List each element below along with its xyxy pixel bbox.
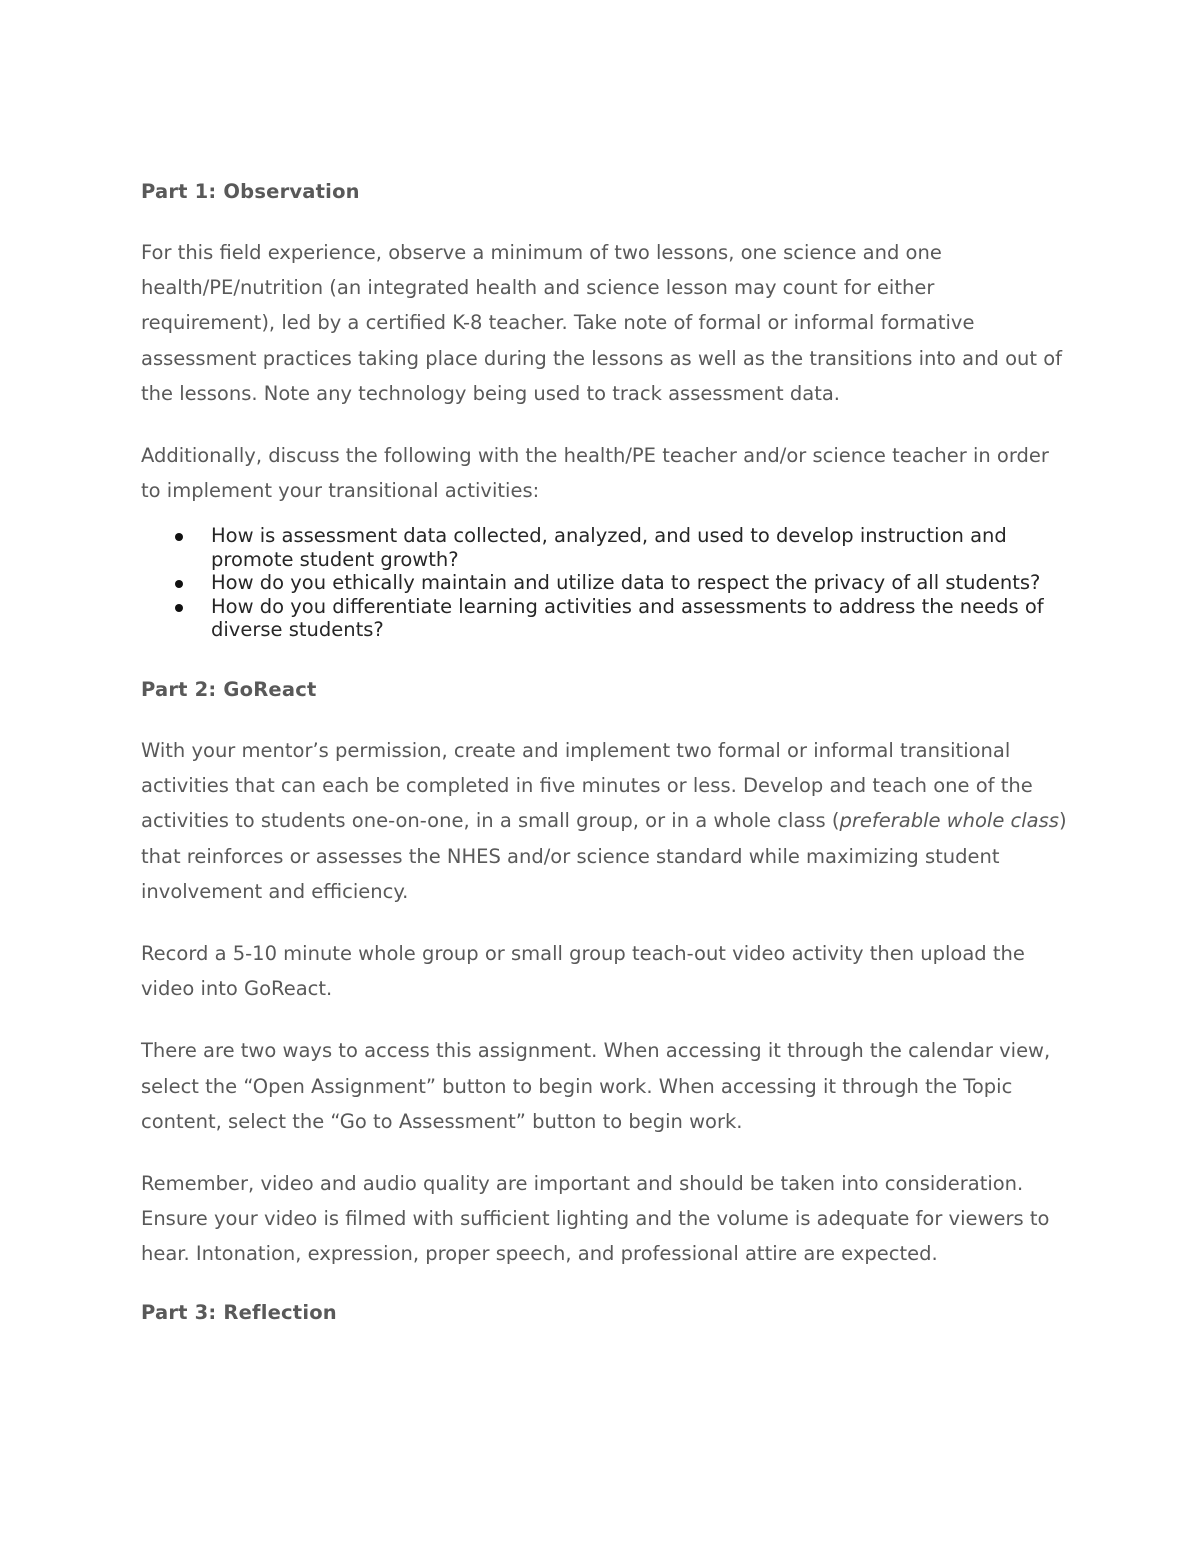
bullet-icon (175, 604, 183, 612)
part1-heading: Part 1: Observation (141, 180, 360, 203)
part1-paragraph-discussion: Additionally, discuss the following with the health/PE teacher and/or science teacher in order to implement your transitional activities: (141, 444, 1049, 503)
paragraph-text: ) that reinforces or assesses the NHES and/or science standard while maximizing student involvement and efficiency. (141, 809, 1067, 903)
document-page (141, 178, 1071, 1327)
part2-heading: Part 2: GoReact (141, 677, 317, 701)
part3-heading: Part 3: Reflection (141, 1300, 337, 1324)
list-item (141, 571, 1071, 595)
part2-paragraph-quality: Remember, video and audio quality are important and should be taken into consideration. Ensure your video is filmed with sufficient lighting and the volume is adequate for viewers to hear. Intonation, expression, proper speech, and professional attire are expected. (141, 1171, 1050, 1266)
part2-paragraph-access: There are two ways to access this assignment. When accessing it through the calendar view, select the “Open Assignment” button to begin work. When accessing it through the Topic content, select the “Go to Assessment” button to begin work. (141, 1039, 1051, 1133)
part2-paragraph-activities (141, 733, 1071, 909)
list-item-text: How do you ethically maintain and utilize data to respect the privacy of all students? (211, 571, 1041, 595)
italic-text: preferable whole class (839, 809, 1059, 833)
list-item (141, 595, 1071, 642)
list-item (141, 524, 1071, 571)
part1-paragraph-observation: For this field experience, observe a minimum of two lessons, one science and one health/PE/nutrition (an integrated health and science lesson may count for either requirement), led by a certified K-8 teacher. Take note of formal or informal formative assessment practices taking place during the lessons as well as the transitions into and out of the lessons. Note any technology being used to track assessment data. (141, 241, 1062, 405)
part2-paragraph-record: Record a 5-10 minute whole group or small group teach-out video activity then upload the video into GoReact. (141, 941, 1025, 1001)
discussion-question-list (141, 524, 1071, 642)
list-item-text: How is assessment data collected, analyzed, and used to develop instruction and promote student growth? (211, 524, 1007, 571)
list-item-text: How do you differentiate learning activities and assessments to address the needs of diverse students? (211, 594, 1044, 642)
bullet-icon (175, 580, 183, 588)
paragraph-text: With your mentor’s permission, create and implement two formal or informal transitional activities that can each be completed in five minutes or less. Develop and teach one of the activities to students one-on-one, in a small group, or in a whole class ( (141, 738, 1033, 833)
bullet-icon (175, 533, 183, 541)
